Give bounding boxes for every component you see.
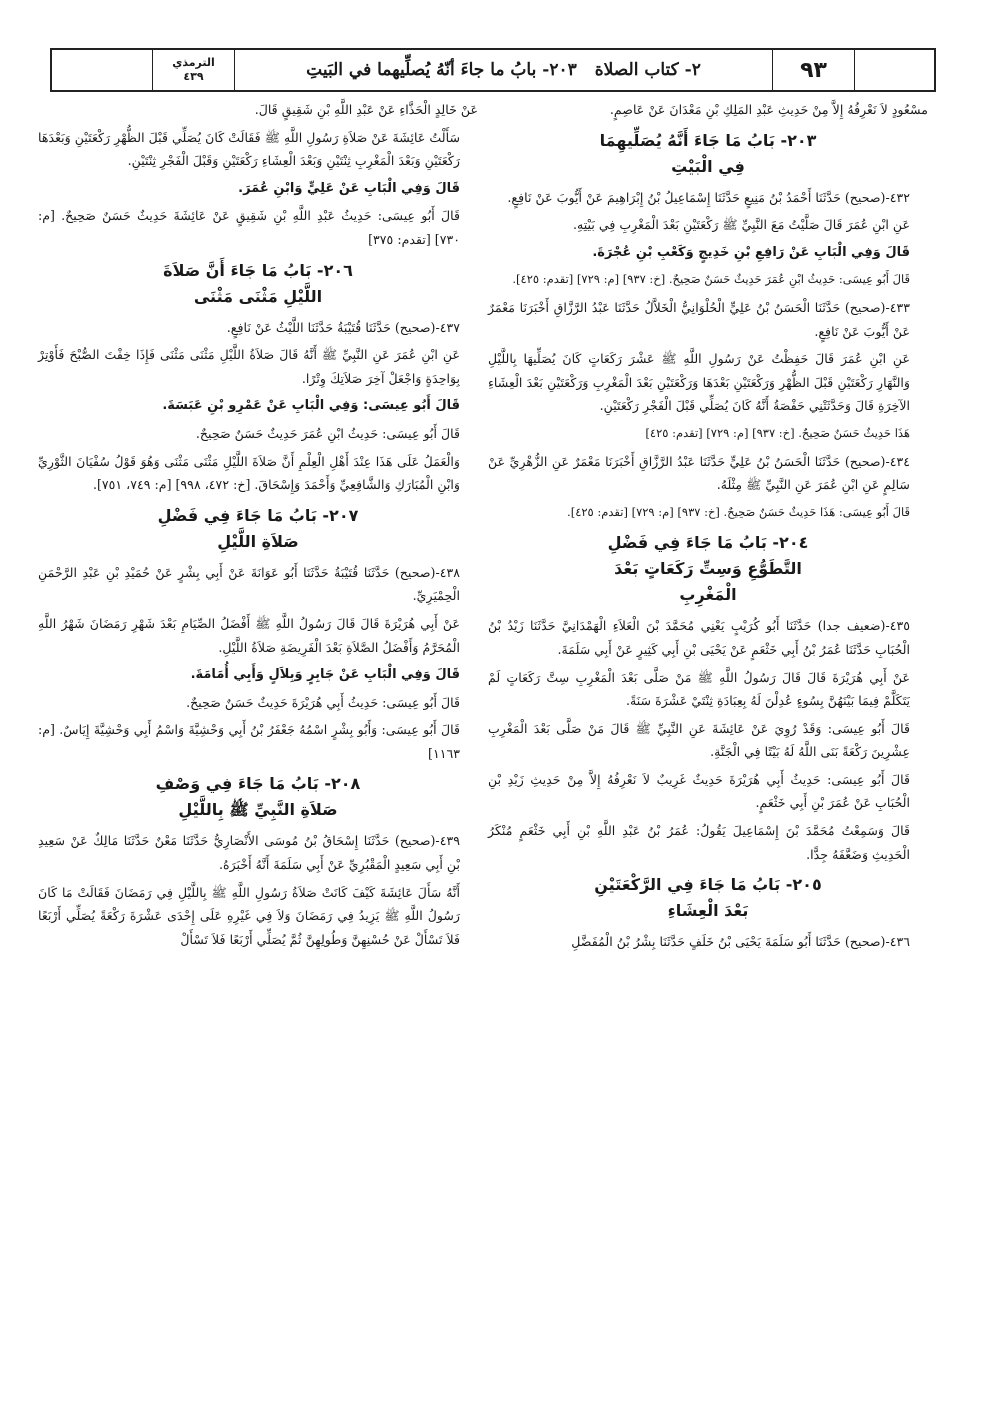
chapter-heading-205 (488, 872, 928, 924)
chapter-heading-204 (488, 530, 928, 608)
chapter-208-line1: ٢٠٨- بَابُ مَا جَاءَ فِي وَصْفِ (155, 774, 361, 794)
book-title: ٢- كتاب الصلاة (594, 60, 701, 80)
hadith-435-comment-2: قَالَ أَبُو عِيسَى: حَدِيثُ أَبِي هُرَيْرَةَ حَدِيثٌ غَرِيبٌ لاَ نَعْرِفُهُ إِلاَّ مِنْ حَدِيثِ زَيْدِ بْنِ الْحُبَابِ عَنْ عُمَرَ بْنِ أَبِي خَثْعَمٍ. (488, 771, 910, 811)
chapter-208-line2: صَلاَةِ النَّبِيِّ ﷺ بِاللَّيْلِ (178, 800, 338, 820)
hadith-436-continuation: عَنْ خَالِدٍ الْحَذَّاءِ عَنْ عَبْدِ اللَّهِ بْنِ شَقِيقٍ قَالَ. (254, 102, 478, 117)
volume-ref: ٤٣٩ (183, 70, 204, 83)
hadith-439-text: أَنَّهُ سَأَلَ عَائِشَةَ كَيْفَ كَانَتْ صَلاَةُ رَسُولِ اللَّهِ ﷺ بِاللَّيْلِ فِي رَمَضَانَ فَقَالَتْ مَا كَانَ رَسُولُ اللَّهِ ﷺ يَزِيدُ فِي رَمَضَانَ وَلاَ فِي غَيْرِهِ عَلَى إِحْدَى عَشْرَةَ رَكْعَةً يُصَلِّي أَرْبَعًا فَلاَ تَسْأَلْ عَنْ حُسْنِهِنَّ وَطُولِهِنَّ ثُمَّ يُصَلِّي أَرْبَعًا فَلاَ تَسْأَلْ (38, 884, 460, 947)
chapter-heading-206 (38, 258, 478, 310)
hadith-439-isnad: ٤٣٩-(صحيح) حَدَّثَنَا إِسْحَاقُ بْنُ مُوسَى الأَنْصَارِيُّ حَدَّثَنَا مَعْنٌ حَدَّثَنَا مَالِكٌ عَنْ سَعِيدِ بْنِ أَبِي سَعِيدٍ الْمَقْبُرِيِّ عَنْ أَبِي سَلَمَةَ أَنَّهُ أَخْبَرَهُ. (38, 833, 460, 873)
chapter-204-line1: ٢٠٤- بَابُ مَا جَاءَ فِي فَضْلِ (607, 533, 809, 553)
chapter-204-line2: التَّطَوُّعِ وَسِتِّ رَكَعَاتٍ بَعْدَ (614, 559, 802, 579)
chapter-heading-203 (488, 128, 928, 180)
hadith-436-text: سَأَلْتُ عَائِشَةَ عَنْ صَلاَةِ رَسُولِ اللَّهِ ﷺ فَقَالَتْ كَانَ يُصَلِّي قَبْلَ الظُّهْرِ رَكْعَتَيْنِ وَبَعْدَهَا رَكْعَتَيْنِ وَبَعْدَ الْمَغْرِبِ ثِنْتَيْنِ وَبَعْدَ الْعِشَاءِ رَكْعَتَيْنِ وَقَبْلَ الْفَجْرِ ثِنْتَيْنِ. (38, 129, 460, 169)
chapter-205-line2: بَعْدَ الْعِشَاءِ (667, 901, 749, 921)
hadith-432-grade: قَالَ أَبُو عِيسَى: حَدِيثُ ابْنِ عُمَرَ حَدِيثٌ حَسَنٌ صَحِيحٌ. [خ: ٩٣٧] [م: ٧٢٩] [تقدم: ٤٢٥]. (512, 272, 910, 287)
hadith-437-isnad: ٤٣٧-(صحيح) حَدَّثَنَا قُتَيْبَةُ حَدَّثَنَا اللَّيْثُ عَنْ نَافِعٍ. (226, 319, 460, 335)
hadith-432-isnad: ٤٣٢-(صحيح) حَدَّثَنَا أَحْمَدُ بْنُ مَنِيعٍ حَدَّثَنَا إِسْمَاعِيلُ بْنُ إِبْرَاهِيمَ عَنْ أَيُّوبَ عَنْ نَافِعٍ. (507, 189, 910, 205)
work-reference (152, 50, 234, 90)
chapter-203-line1: ٢٠٣- بَابُ مَا جَاءَ أَنَّهُ يُصَلِّيهِمَا (599, 130, 817, 150)
hadith-434-isnad: ٤٣٤-(صحيح) حَدَّثَنَا الْحَسَنُ بْنُ عَلِيٍّ حَدَّثَنَا عَبْدُ الرَّزَّاقِ أَخْبَرَنَا مَعْمَرٌ عَنِ الزُّهْرِيِّ عَنْ سَالِمٍ عَنِ ابْنِ عُمَرَ عَنِ النَّبِيِّ ﷺ مِثْلَهُ. (488, 453, 910, 493)
chapter-204-line3: الْمَغْرِبِ (679, 585, 737, 605)
hadith-438-isnad: ٤٣٨-(صحيح) حَدَّثَنَا قُتَيْبَةُ حَدَّثَنَا أَبُو عَوَانَةَ عَنْ أَبِي بِشْرٍ عَنْ حُمَيْدِ بْنِ عَبْدِ الرَّحْمَنِ الْحِمْيَرِيِّ. (38, 564, 460, 604)
chapter-205-line1: ٢٠٥- بَابُ مَا جَاءَ فِي الرَّكْعَتَيْنِ (594, 875, 822, 895)
hadith-433-grade: هَذَا حَدِيثٌ حَسَنٌ صَحِيحٌ. [خ: ٩٣٧] [م: ٧٢٩] [تقدم: ٤٢٥] (645, 425, 910, 440)
intro-line: مسْعُودٍ لاَ نَعْرِفُهُ إِلاَّ مِنْ حَدِيثِ عَبْدِ المَلِكِ بْنِ مَعْدَانَ عَنْ عَاصِمٍ. (609, 102, 928, 117)
chapter-title: ٢٠٣- بابُ ما جاءَ أنّهُ يُصلِّيهما في البَيتِ (306, 60, 577, 80)
hadith-436-isnad: ٤٣٦-(صحيح) حَدَّثَنَا أَبُو سَلَمَةَ يَحْيَى بْنُ خَلَفٍ حَدَّثَنَا بِشْرُ بْنُ الْمُفَضَّلِ (571, 934, 910, 950)
hadith-437-text: عَنِ ابْنِ عُمَرَ عَنِ النَّبِيِّ ﷺ أَنَّهُ قَالَ صَلاَةُ اللَّيْلِ مَثْنَى مَثْنَى فَإِذَا خِفْتَ الصُّبْحَ فَأَوْتِرْ بِوَاحِدَةٍ وَاجْعَلْ آخِرَ صَلاَتِكَ وِتْرًا. (38, 347, 460, 386)
hadith-435-text: عَنْ أَبِي هُرَيْرَةَ قَالَ قَالَ رَسُولُ اللَّهِ ﷺ مَنْ صَلَّى بَعْدَ الْمَغْرِبِ سِتَّ رَكَعَاتٍ لَمْ يَتَكَلَّمْ فِيمَا بَيْنَهُنَّ بِسُوءٍ عُدِلْنَ لَهُ بِعِبَادَةِ ثِنْتَيْ عَشْرَةَ سَنَةً. (488, 669, 910, 709)
hadith-433-isnad: ٤٣٣-(صحيح) حَدَّثَنَا الْحَسَنُ بْنُ عَلِيٍّ الْحُلْوَانِيُّ الْخَلاَّلُ حَدَّثَنَا عَبْدُ الرَّزَّاقِ أَخْبَرَنَا مَعْمَرٌ عَنْ أَيُّوبَ عَنْ نَافِعٍ. (488, 299, 910, 339)
chapter-207-line2: صَلاَةِ اللَّيْلِ (217, 531, 299, 551)
header-empty-left (52, 50, 152, 90)
hadith-435-comment-1: قَالَ أَبُو عِيسَى: وَقَدْ رُوِيَ عَنْ عَائِشَةَ عَنِ النَّبِيِّ ﷺ قَالَ مَنْ صَلَّى بَعْدَ الْمَغْرِبِ عِشْرِينَ رَكْعَةً بَنَى اللَّهُ لَهُ بَيْتًا فِي الْجَنَّةِ. (488, 720, 910, 760)
chapter-206-line2: اللَّيْلِ مَثْنَى مَثْنَى (193, 286, 323, 306)
chapter-207-line1: ٢٠٧- بَابُ مَا جَاءَ فِي فَضْلِ (157, 505, 359, 525)
page-number: ٩٣ (772, 50, 854, 90)
page-header (50, 48, 936, 92)
running-title (234, 50, 772, 90)
hadith-438-comment: قَالَ أَبُو عِيسَى: وَأَبُو بِشْرٍ اسْمُهُ جَعْفَرُ بْنُ أَبِي وَحْشِيَّةَ وَاسْمُ أَبِي وَحْشِيَّةَ إِيَاسٌ. [م: ١١٦٣] (38, 722, 460, 761)
chapter-heading-208 (38, 771, 478, 823)
hadith-436-grade: قَالَ أَبُو عِيسَى: حَدِيثُ عَبْدِ اللَّهِ بْنِ شَقِيقٍ عَنْ عَائِشَةَ حَدِيثٌ حَسَنٌ صَحِيحٌ. [م: ٧٣٠] [تقدم: ٣٧٥] (38, 208, 460, 247)
hadith-432-text: عَنِ ابْنِ عُمَرَ قَالَ صَلَّيْتُ مَعَ النَّبِيِّ ﷺ رَكْعَتَيْنِ بَعْدَ الْمَغْرِبِ فِي بَيْتِهِ. (572, 217, 910, 233)
header-empty-right (854, 50, 934, 90)
hadith-434-grade: قَالَ أَبُو عِيسَى: هَذَا حَدِيثٌ حَسَنٌ صَحِيحٌ. [خ: ٩٣٧] [م: ٧٢٩] [تقدم: ٤٢٥]. (567, 504, 910, 519)
hadith-432-bab: قَالَ وَفِي الْبَابِ عَنْ رَافِعِ بْنِ خَدِيجٍ وَكَعْبِ بْنِ عُجْرَةَ. (592, 244, 910, 260)
hadith-438-text: عَنْ أَبِي هُرَيْرَةَ قَالَ قَالَ رَسُولُ اللَّهِ ﷺ أَفْضَلُ الصِّيَامِ بَعْدَ شَهْرِ رَمَضَانَ شَهْرُ اللَّهِ الْمُحَرَّمُ وَأَفْضَلُ الصَّلاَةِ بَعْدَ الْفَرِيضَةِ صَلاَةُ اللَّيْلِ. (38, 615, 460, 655)
chapter-203-line2: فِي الْبَيْتِ (671, 156, 745, 176)
chapter-206-line1: ٢٠٦- بَابُ مَا جَاءَ أَنَّ صَلاَةَ (163, 260, 353, 280)
chapter-heading-207 (38, 503, 478, 555)
hadith-436-bab: قَالَ وَفِي الْبَابِ عَنْ عَلِيٍّ وَابْنِ عُمَرَ. (238, 180, 460, 196)
hadith-437-bab: قَالَ أَبُو عِيسَى: وَفِي الْبَابِ عَنْ عَمْرِو بْنِ عَبَسَةَ. (162, 398, 460, 414)
hadith-435-isnad: ٤٣٥-(ضعيف جدا) حَدَّثَنَا أَبُو كُرَيْبٍ يَعْنِي مُحَمَّدَ بْنَ الْعَلاَءِ الْهَمْدَانِيَّ حَدَّثَنَا زَيْدُ بْنُ الْحُبَابِ حَدَّثَنَا عُمَرُ بْنُ أَبِي خَثْعَمٍ عَنْ يَحْيَى بْنِ أَبِي كَثِيرٍ عَنْ أَبِي سَلَمَةَ. (488, 618, 910, 657)
hadith-433-text: عَنِ ابْنِ عُمَرَ قَالَ حَفِظْتُ عَنْ رَسُولِ اللَّهِ ﷺ عَشْرَ رَكَعَاتٍ كَانَ يُصَلِّيهَا بِاللَّيْلِ وَالنَّهَارِ رَكْعَتَيْنِ قَبْلَ الظُّهْرِ وَرَكْعَتَيْنِ بَعْدَهَا وَرَكْعَتَيْنِ بَعْدَ الْمَغْرِبِ وَرَكْعَتَيْنِ بَعْدَ الْعِشَاءِ الآخِرَةِ قَالَ وَحَدَّثَتْنِي حَفْصَةُ أَنَّهُ كَانَ يُصَلِّي قَبْلَ الْفَجْرِ رَكْعَتَيْنِ. (488, 351, 910, 414)
right-column (488, 98, 928, 958)
hadith-438-bab: قَالَ وَفِي الْبَابِ عَنْ جَابِرٍ وَبِلاَلٍ وَأَبِي أُمَامَةَ. (190, 667, 460, 683)
hadith-437-grade: قَالَ أَبُو عِيسَى: حَدِيثُ ابْنِ عُمَرَ حَدِيثٌ حَسَنٌ صَحِيحٌ. (195, 425, 460, 441)
work-name: الترمذي (172, 56, 215, 69)
hadith-438-grade: قَالَ أَبُو عِيسَى: حَدِيثُ أَبِي هُرَيْرَةَ حَدِيثٌ حَسَنٌ صَحِيحٌ. (186, 694, 460, 710)
hadith-437-practice: وَالْعَمَلُ عَلَى هَذَا عِنْدَ أَهْلِ الْعِلْمِ أَنَّ صَلاَةَ اللَّيْلِ مَثْنَى مَثْنَى وَهُوَ قَوْلُ سُفْيَانَ الثَّوْرِيِّ وَابْنِ الْمُبَارَكِ وَالشَّافِعِيِّ وَأَحْمَدَ وَإِسْحَاقَ. [خ: ٤٧٢، ٩٩٨] [م: ٧٤٩، ٧٥١]. (38, 453, 460, 493)
hadith-435-comment-3: قَالَ وَسَمِعْتُ مُحَمَّدَ بْنَ إِسْمَاعِيلَ يَقُولُ: عُمَرُ بْنُ عَبْدِ اللَّهِ بْنِ أَبِي خَثْعَمٍ مُنْكَرُ الْحَدِيثِ وَضَعَّفَهُ جِدًّا. (488, 823, 910, 862)
left-column (38, 98, 478, 955)
